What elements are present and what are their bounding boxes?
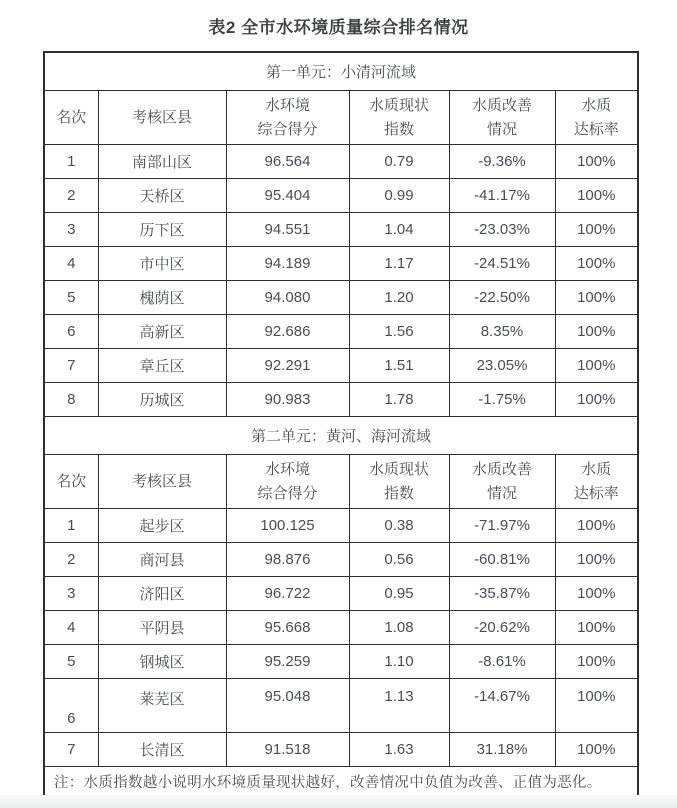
index-cell: 0.95 [349, 577, 449, 611]
compliance-cell: 100% [555, 281, 638, 315]
table-row [44, 179, 638, 213]
improvement-cell: 31.18% [449, 733, 555, 767]
table-row [44, 509, 638, 543]
score-cell: 95.404 [226, 179, 349, 213]
water-quality-ranking-table [43, 51, 639, 798]
column-header-line: 水质 [581, 461, 612, 479]
rank-cell: 8 [44, 383, 98, 417]
column-header-line: 水环境 [264, 461, 310, 479]
index-cell: 1.56 [349, 315, 449, 349]
rank-cell: 2 [44, 543, 98, 577]
column-header-compliance [555, 455, 638, 509]
district-cell: 高新区 [98, 315, 226, 349]
table-note-row [44, 767, 638, 798]
rank-cell: 6 [44, 315, 98, 349]
table-row [44, 577, 638, 611]
compliance-cell: 100% [555, 145, 638, 179]
improvement-cell: 8.35% [449, 315, 555, 349]
score-cell: 91.518 [226, 733, 349, 767]
compliance-cell: 100% [555, 543, 638, 577]
column-header-score [226, 91, 349, 145]
column-header-line: 考核区县 [131, 472, 192, 490]
column-header-district [98, 91, 226, 145]
score-cell: 92.291 [226, 349, 349, 383]
section-header-row [44, 52, 638, 91]
compliance-cell: 100% [555, 577, 638, 611]
column-header-line: 综合得分 [257, 120, 318, 138]
column-header-line: 达标率 [573, 120, 619, 138]
table-row [44, 281, 638, 315]
improvement-cell: -8.61% [449, 645, 555, 679]
column-header-district [98, 455, 226, 509]
column-header-line: 名次 [56, 108, 87, 126]
column-header-rank [44, 91, 98, 145]
rank-cell: 4 [44, 247, 98, 281]
table-row [44, 349, 638, 383]
score-cell: 100.125 [226, 509, 349, 543]
index-cell: 1.17 [349, 247, 449, 281]
rank-cell: 5 [44, 645, 98, 679]
table-row [44, 315, 638, 349]
improvement-cell: -23.03% [449, 213, 555, 247]
section-title: 第二单元：黄河、海河流域 [44, 417, 638, 455]
rank-cell: 6 [44, 679, 98, 733]
index-cell: 0.79 [349, 145, 449, 179]
rank-cell: 1 [44, 509, 98, 543]
score-cell: 94.189 [226, 247, 349, 281]
score-cell: 95.668 [226, 611, 349, 645]
compliance-cell: 100% [555, 213, 638, 247]
column-header-line: 水质现状 [368, 97, 429, 115]
score-cell: 92.686 [226, 315, 349, 349]
column-header-compliance [555, 91, 638, 145]
index-cell: 1.51 [349, 349, 449, 383]
compliance-cell: 100% [555, 733, 638, 767]
table-row [44, 679, 638, 733]
section-title: 第一单元：小清河流域 [44, 52, 638, 91]
district-cell: 济阳区 [98, 577, 226, 611]
compliance-cell: 100% [555, 247, 638, 281]
index-cell: 1.08 [349, 611, 449, 645]
district-cell: 章丘区 [98, 349, 226, 383]
district-cell: 市中区 [98, 247, 226, 281]
rank-cell: 1 [44, 145, 98, 179]
district-cell: 钢城区 [98, 645, 226, 679]
column-header-rank [44, 455, 98, 509]
column-header-line: 考核区县 [131, 108, 192, 126]
score-cell: 94.080 [226, 281, 349, 315]
column-header-line: 名次 [56, 472, 87, 490]
improvement-cell: -14.67% [449, 679, 555, 733]
district-cell: 天桥区 [98, 179, 226, 213]
compliance-cell: 100% [555, 179, 638, 213]
compliance-cell: 100% [555, 315, 638, 349]
column-header-line: 水环境 [264, 97, 310, 115]
table-row [44, 733, 638, 767]
index-cell: 1.13 [349, 679, 449, 733]
district-cell: 槐荫区 [98, 281, 226, 315]
page [0, 13, 677, 798]
district-cell: 南部山区 [98, 145, 226, 179]
table-row [44, 383, 638, 417]
table-row [44, 213, 638, 247]
improvement-cell: -1.75% [449, 383, 555, 417]
column-header-improvement [449, 455, 555, 509]
column-header-score [226, 455, 349, 509]
compliance-cell: 100% [555, 679, 638, 733]
score-cell: 94.551 [226, 213, 349, 247]
index-cell: 1.63 [349, 733, 449, 767]
table-row [44, 543, 638, 577]
district-cell: 历城区 [98, 383, 226, 417]
column-header-index [349, 91, 449, 145]
district-cell: 平阴县 [98, 611, 226, 645]
improvement-cell: -20.62% [449, 611, 555, 645]
index-cell: 1.78 [349, 383, 449, 417]
score-cell: 95.259 [226, 645, 349, 679]
improvement-cell: -35.87% [449, 577, 555, 611]
district-cell: 历下区 [98, 213, 226, 247]
column-header-line: 指数 [383, 120, 414, 138]
column-header-line: 水质 [581, 97, 612, 115]
column-header-line: 达标率 [573, 484, 619, 502]
improvement-cell: -22.50% [449, 281, 555, 315]
improvement-cell: -41.17% [449, 179, 555, 213]
compliance-cell: 100% [555, 509, 638, 543]
rank-cell: 5 [44, 281, 98, 315]
district-cell: 长清区 [98, 733, 226, 767]
index-cell: 1.20 [349, 281, 449, 315]
improvement-cell: -24.51% [449, 247, 555, 281]
column-header-line: 情况 [486, 120, 517, 138]
rank-cell: 3 [44, 213, 98, 247]
table-row [44, 611, 638, 645]
column-header-line: 情况 [486, 484, 517, 502]
index-cell: 0.99 [349, 179, 449, 213]
column-header-line: 水质改善 [471, 461, 532, 479]
improvement-cell: -71.97% [449, 509, 555, 543]
table-row [44, 145, 638, 179]
column-header-index [349, 455, 449, 509]
column-header-row [44, 91, 638, 145]
score-cell: 98.876 [226, 543, 349, 577]
compliance-cell: 100% [555, 383, 638, 417]
rank-cell: 7 [44, 733, 98, 767]
table-row [44, 247, 638, 281]
column-header-row [44, 455, 638, 509]
district-cell: 商河县 [98, 543, 226, 577]
column-header-line: 综合得分 [257, 484, 318, 502]
rank-cell: 3 [44, 577, 98, 611]
compliance-cell: 100% [555, 645, 638, 679]
district-cell: 起步区 [98, 509, 226, 543]
table-row [44, 645, 638, 679]
index-cell: 0.56 [349, 543, 449, 577]
index-cell: 0.38 [349, 509, 449, 543]
column-header-line: 水质改善 [471, 97, 532, 115]
column-header-line: 指数 [383, 484, 414, 502]
rank-cell: 4 [44, 611, 98, 645]
table-note: 注：水质指数越小说明水环境质量现状越好，改善情况中负值为改善、正值为恶化。 [44, 767, 638, 798]
improvement-cell: -9.36% [449, 145, 555, 179]
page-bottom-strip [0, 795, 677, 808]
column-header-improvement [449, 91, 555, 145]
score-cell: 95.048 [226, 679, 349, 733]
index-cell: 1.04 [349, 213, 449, 247]
index-cell: 1.10 [349, 645, 449, 679]
score-cell: 90.983 [226, 383, 349, 417]
rank-cell: 7 [44, 349, 98, 383]
district-cell: 莱芜区 [98, 679, 226, 733]
compliance-cell: 100% [555, 349, 638, 383]
section-header-row [44, 417, 638, 455]
score-cell: 96.722 [226, 577, 349, 611]
page-title: 表2 全市水环境质量综合排名情况 [208, 18, 469, 37]
improvement-cell: 23.05% [449, 349, 555, 383]
score-cell: 96.564 [226, 145, 349, 179]
rank-cell: 2 [44, 179, 98, 213]
column-header-line: 水质现状 [368, 461, 429, 479]
improvement-cell: -60.81% [449, 543, 555, 577]
compliance-cell: 100% [555, 611, 638, 645]
